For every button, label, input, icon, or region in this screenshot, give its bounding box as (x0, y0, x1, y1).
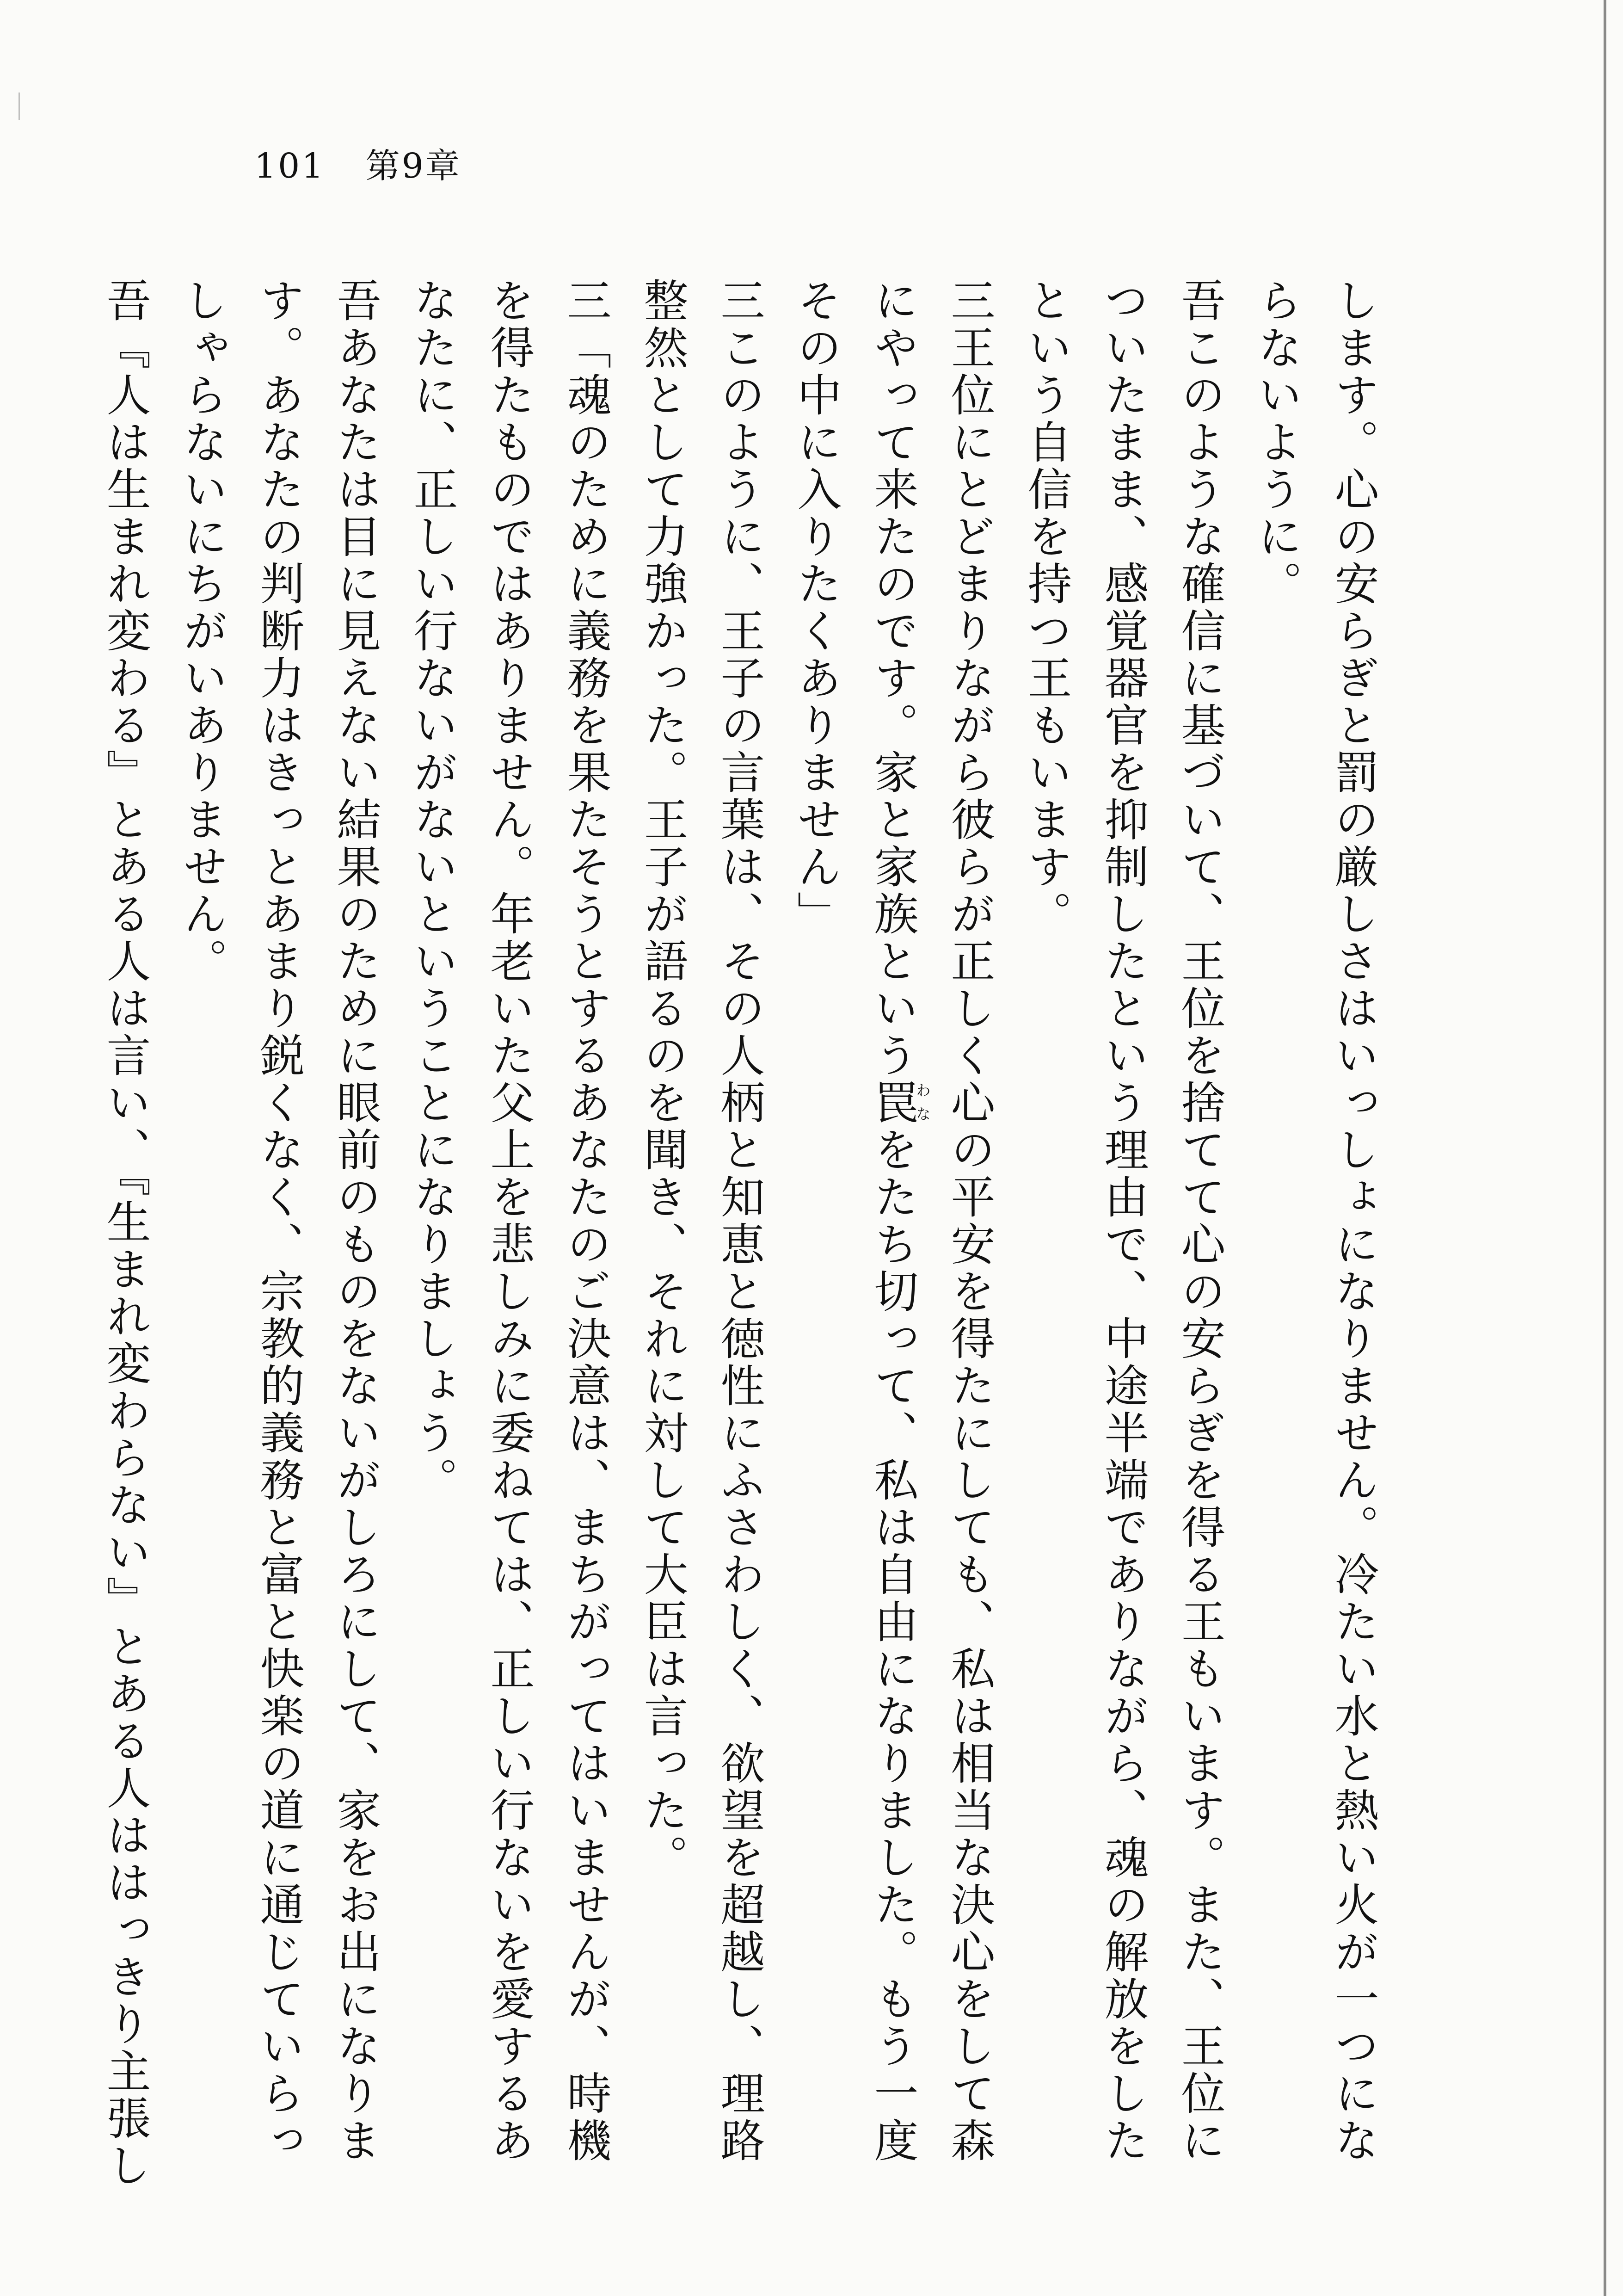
text-column-with-ruby (855, 278, 931, 2165)
text-column: 吾あなたは目に見えない結果のために眼前のものをないがしろにして、家をお出になりま (330, 278, 381, 2165)
text-column: 吾このような確信に基づいて、王位を捨てて心の安らぎを得る王もいます。また、王位に (1174, 278, 1226, 2165)
text-column: その中に入りたくありません」 (790, 278, 842, 938)
ruby-base: 罠 (867, 1080, 919, 1127)
ruby-reading: わな (914, 1080, 931, 1127)
text-column: 三王位にとどまりながら彼らが正しく心の平安を得たにしても、私は相当な決心をして森 (944, 278, 996, 2165)
text-column: を得たものではありません。年老いた父上を悲しみに委ねては、正しい行ないを愛するあ (483, 278, 535, 2165)
text-column: 三「魂のために義務を果たそうとするあなたのご決意は、まちがってはいませんが、時機 (560, 278, 612, 2165)
text-column: らないように。 (1251, 278, 1303, 608)
text-column: します。心の安らぎと罰の厳しさはいっしょになりません。冷たい水と熱い火が一つにな (1328, 278, 1379, 2165)
text-column: す。あなたの判断力はきっとあまり鋭くなく、宗教的義務と富と快楽の道に通じていらっ (253, 278, 305, 2165)
text-column: ついたまま、感覚器官を抑制したという理由で、中途半端でありながら、魂の解放をした (1097, 278, 1149, 2165)
text-column: なたに、正しい行ないがないということになりましょう。 (406, 278, 458, 1504)
text-column: という自信を持つ王もいます。 (1021, 278, 1072, 938)
vertical-body-text (87, 278, 1392, 2190)
ruby-word (867, 1080, 931, 1127)
scan-margin-mark (18, 93, 20, 120)
text-column: しゃらないにちがいありません。 (176, 278, 228, 985)
text-column: 吾『人は生まれ変わる』とある人は言い、『生まれ変わらない』とある人ははっきり主張し (99, 278, 151, 2190)
chapter-title: 第9章 (365, 146, 461, 186)
text-column: 整然として力強かった。王子が語るのを聞き、それに対して大臣は言った。 (637, 278, 689, 1882)
text-column: 三このように、王子の言葉は、その人柄と知恵と徳性にふさわしく、欲望を超越し、理路 (713, 278, 765, 2165)
scan-margin-edge (1604, 0, 1606, 2296)
page-number: 101 (254, 146, 326, 186)
text-segment: をたち切って、私は自由になりました。もう一度 (867, 1127, 919, 2165)
text-segment: にやって来たのです。家と家族という (867, 278, 919, 1080)
running-header (254, 139, 461, 188)
